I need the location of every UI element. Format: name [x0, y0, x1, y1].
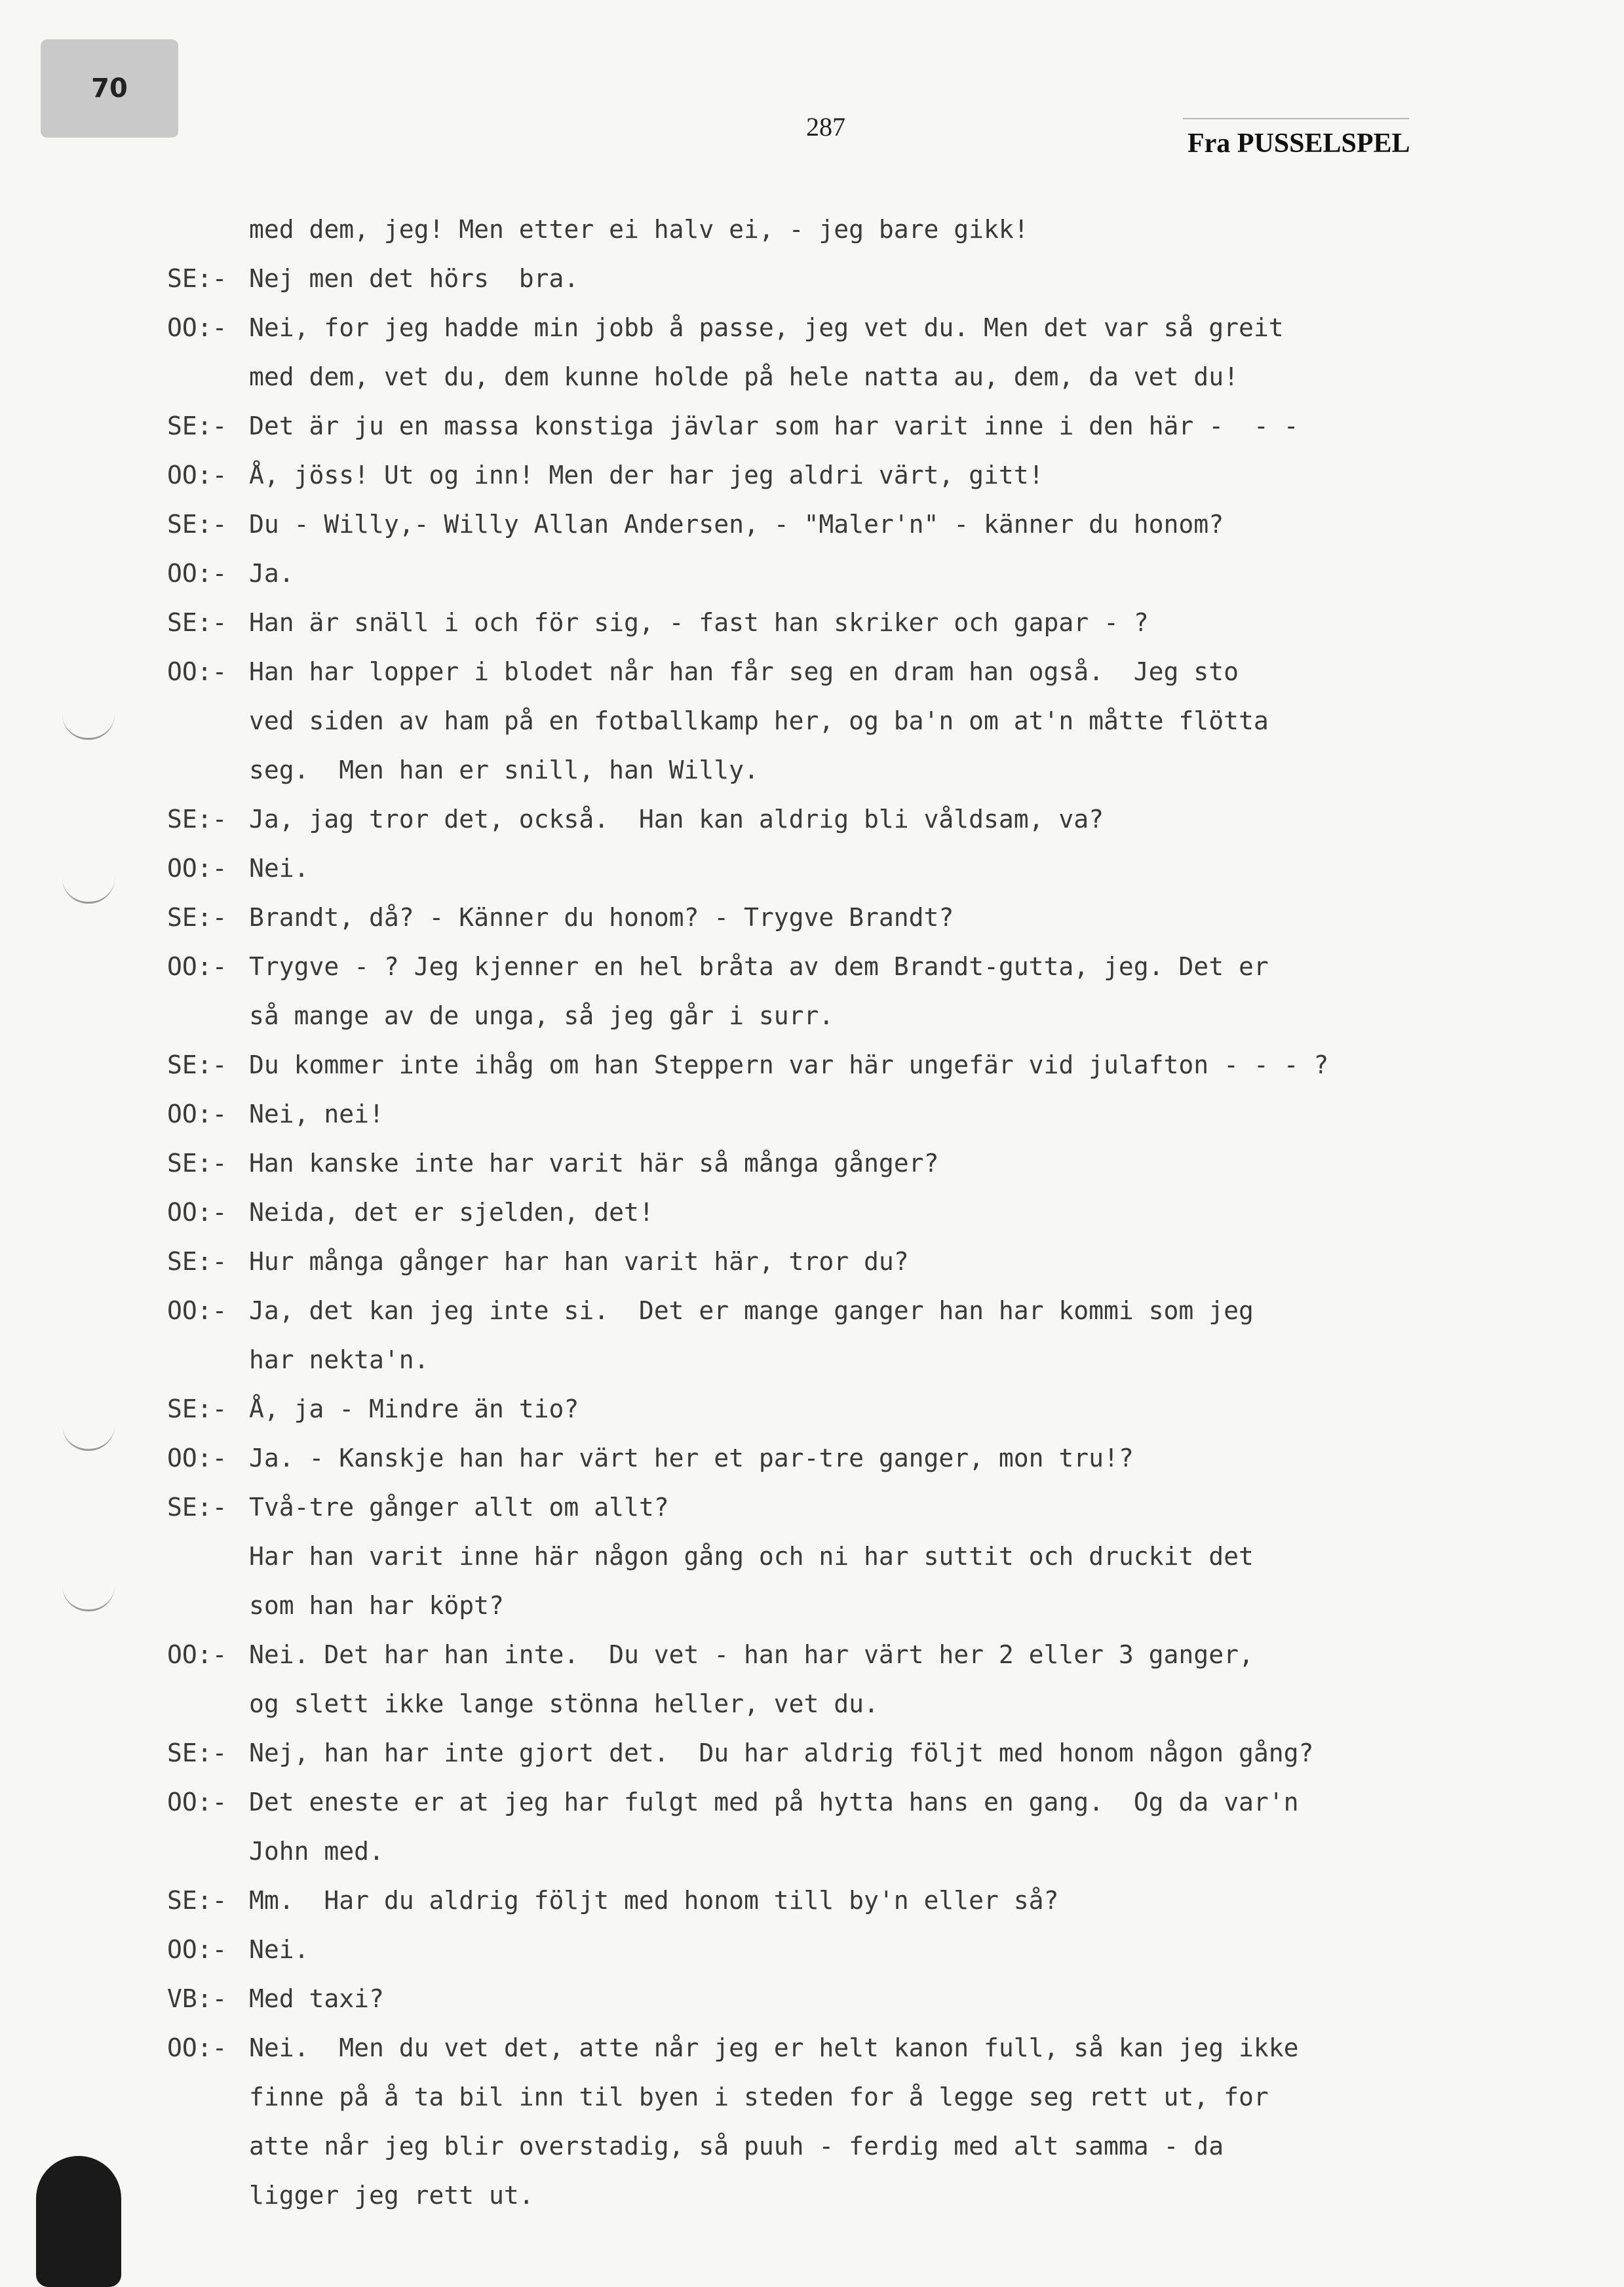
page-number: 287 [806, 112, 845, 142]
speaker-code: OO:- [167, 657, 227, 686]
utterance-text: Nej, han har inte gjort det. Du har aldrig följt med honom någon gång? [249, 1739, 1314, 1767]
speaker-code: OO:- [167, 1100, 227, 1128]
utterance-text: Ja, jag tror det, också. Han kan aldrig bli våldsam, va? [249, 805, 1104, 834]
speaker-code: OO:- [167, 1198, 227, 1227]
utterance-text: seg. Men han er snill, han Willy. [249, 756, 759, 784]
speaker-code: OO:- [167, 1935, 227, 1964]
utterance-text: Å, jöss! Ut og inn! Men der har jeg aldri värt, gitt! [249, 461, 1044, 490]
speaker-code: SE:- [167, 1739, 227, 1767]
speaker-code: SE:- [167, 805, 227, 834]
speaker-code: SE:- [167, 1394, 227, 1423]
utterance-text: Ja. - Kanskje han har värt her et par-tre ganger, mon tru!? [249, 1444, 1134, 1472]
utterance-text: med dem, vet du, dem kunne holde på hele natta au, dem, da vet du! [249, 362, 1239, 391]
utterance-text: Nei. Det har han inte. Du vet - han har värt her 2 eller 3 ganger, [249, 1640, 1254, 1669]
speaker-code: OO:- [167, 1444, 227, 1472]
utterance-text: Han är snäll i och för sig, - fast han skriker och gapar - ? [249, 608, 1149, 637]
utterance-text: ligger jeg rett ut. [249, 2181, 534, 2210]
utterance-text: Neida, det er sjelden, det! [249, 1198, 654, 1227]
utterance-text: har nekta'n. [249, 1345, 429, 1374]
utterance-text: Han har lopper i blodet når han får seg en dram han også. Jeg sto [249, 657, 1239, 686]
utterance-text: finne på å ta bil inn til byen i steden for å legge seg rett ut, for [249, 2083, 1269, 2111]
utterance-text: som han har köpt? [249, 1591, 504, 1620]
speaker-code: SE:- [167, 412, 227, 440]
utterance-text: og slett ikke lange stönna heller, vet du. [249, 1689, 879, 1718]
utterance-text: Han kanske inte har varit här så många gånger? [249, 1149, 939, 1178]
utterance-text: Å, ja - Mindre än tio? [249, 1394, 579, 1423]
speaker-code: OO:- [167, 2033, 227, 2062]
utterance-text: Två-tre gånger allt om allt? [249, 1493, 669, 1522]
utterance-text: Nei, for jeg hadde min jobb å passe, jeg vet du. Men det var så greit [249, 313, 1284, 342]
utterance-text: Nei, nei! [249, 1100, 384, 1128]
ink-blot [36, 2156, 121, 2287]
utterance-text: Du - Willy,- Willy Allan Andersen, - "Maler'n" - känner du honom? [249, 510, 1224, 539]
utterance-text: Trygve - ? Jeg kjenner en hel bråta av dem Brandt-gutta, jeg. Det er [249, 952, 1269, 981]
utterance-text: Nei. [249, 854, 309, 883]
utterance-text: Med taxi? [249, 1984, 384, 2013]
utterance-text: med dem, jeg! Men etter ei halv ei, - jeg bare gikk! [249, 215, 1029, 244]
utterance-text: Du kommer inte ihåg om han Steppern var här ungefär vid julafton - - - ? [249, 1050, 1329, 1079]
speaker-code: VB:- [167, 1984, 227, 2013]
speaker-code: SE:- [167, 510, 227, 539]
utterance-text: ved siden av ham på en fotballkamp her, og ba'n om at'n måtte flötta [249, 706, 1269, 735]
page-badge: 70 [41, 39, 178, 138]
utterance-text: Nei. Men du vet det, atte når jeg er helt kanon full, så kan jeg ikke [249, 2033, 1299, 2062]
utterance-text: John med. [249, 1837, 384, 1866]
speaker-code: SE:- [167, 1886, 227, 1915]
speaker-code: SE:- [167, 1050, 227, 1079]
speaker-code: SE:- [167, 608, 227, 637]
speaker-code: OO:- [167, 1788, 227, 1816]
utterance-text: Brandt, då? - Känner du honom? - Trygve Brandt? [249, 903, 954, 932]
utterance-text: Nej men det hörs bra. [249, 264, 579, 293]
utterance-text: Det eneste er at jeg har fulgt med på hytta hans en gang. Og da var'n [249, 1788, 1299, 1816]
utterance-text: Hur många gånger har han varit här, tror du? [249, 1247, 909, 1276]
utterance-text: Ja, det kan jeg inte si. Det er mange ganger han har kommi som jeg [249, 1296, 1254, 1325]
speaker-code: OO:- [167, 1296, 227, 1325]
speaker-code: SE:- [167, 1247, 227, 1276]
speaker-code: OO:- [167, 854, 227, 883]
utterance-text: Ja. [249, 559, 294, 588]
speaker-code: SE:- [167, 1149, 227, 1178]
speaker-code: OO:- [167, 559, 227, 588]
utterance-text: så mange av de unga, så jeg går i surr. [249, 1001, 834, 1030]
speaker-code: SE:- [167, 1493, 227, 1522]
speaker-code: OO:- [167, 1640, 227, 1669]
utterance-text: Det är ju en massa konstiga jävlar som har varit inne i den här - - - [249, 412, 1299, 440]
utterance-text: Mm. Har du aldrig följt med honom till by'n eller så? [249, 1886, 1059, 1915]
utterance-text: Har han varit inne här någon gång och ni har suttit och druckit det [249, 1542, 1254, 1571]
source-label: Fra PUSSELSPEL [1188, 128, 1410, 159]
speaker-code: OO:- [167, 952, 227, 981]
speaker-code: OO:- [167, 461, 227, 490]
utterance-text: atte når jeg blir overstadig, så puuh - ferdig med alt samma - da [249, 2132, 1224, 2161]
speaker-code: SE:- [167, 264, 227, 293]
utterance-text: Nei. [249, 1935, 309, 1964]
speaker-code: SE:- [167, 903, 227, 932]
speaker-code: OO:- [167, 313, 227, 342]
